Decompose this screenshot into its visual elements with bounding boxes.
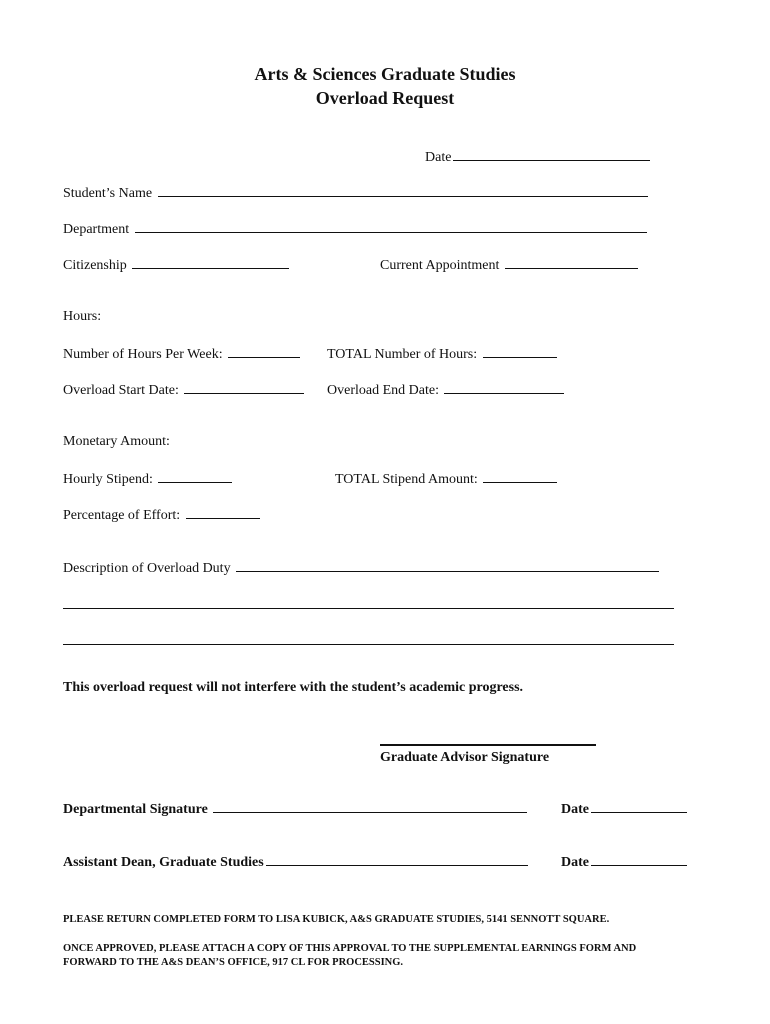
department-field	[63, 219, 647, 239]
departmental-signature-field	[63, 799, 527, 819]
percentage-effort-blank[interactable]	[186, 505, 260, 519]
total-stipend-field	[335, 469, 557, 489]
date-label: Date	[425, 150, 452, 165]
description-blank-3[interactable]	[63, 644, 674, 645]
description-blank-2[interactable]	[63, 608, 674, 609]
student-name-label: Student’s Name	[63, 186, 153, 201]
total-hours-blank[interactable]	[483, 344, 557, 358]
assistant-dean-date-label: Date	[561, 855, 589, 870]
academic-progress-statement: This overload request will not interfere with the student’s academic progress.	[63, 680, 524, 695]
advisor-signature-line[interactable]	[380, 744, 596, 746]
departmental-signature-blank[interactable]	[213, 799, 527, 813]
student-name-field	[63, 183, 648, 203]
hourly-stipend-field	[63, 469, 232, 489]
current-appointment-label: Current Appointment	[380, 258, 500, 273]
assistant-dean-label: Assistant Dean, Graduate Studies	[63, 855, 264, 870]
citizenship-blank[interactable]	[132, 255, 289, 269]
assistant-dean-date-blank[interactable]	[591, 852, 687, 866]
assistant-dean-date-field	[561, 852, 687, 872]
total-stipend-blank[interactable]	[483, 469, 557, 483]
student-name-blank[interactable]	[158, 183, 648, 197]
hourly-stipend-blank[interactable]	[158, 469, 232, 483]
description-label: Description of Overload Duty	[63, 561, 231, 576]
advisor-signature-label: Graduate Advisor Signature	[380, 750, 550, 765]
percentage-effort-label: Percentage of Effort:	[63, 508, 181, 523]
department-blank[interactable]	[135, 219, 647, 233]
total-stipend-label: TOTAL Stipend Amount:	[335, 472, 478, 487]
total-hours-label: TOTAL Number of Hours:	[327, 347, 478, 362]
description-blank-1[interactable]	[236, 558, 659, 572]
form-subtitle: Overload Request	[315, 88, 455, 108]
citizenship-field	[63, 255, 289, 275]
overload-end-label: Overload End Date:	[327, 383, 439, 398]
departmental-signature-label: Departmental Signature	[63, 802, 208, 817]
departmental-date-field	[561, 799, 687, 819]
hours-per-week-field	[63, 344, 300, 364]
overload-start-label: Overload Start Date:	[63, 383, 179, 398]
department-label: Department	[63, 222, 130, 237]
overload-end-field	[327, 380, 564, 400]
citizenship-label: Citizenship	[63, 258, 127, 273]
assistant-dean-signature-field	[63, 852, 528, 872]
date-field	[425, 147, 650, 167]
hours-heading: Hours:	[63, 309, 102, 324]
description-field	[63, 558, 659, 578]
form-title: Arts & Sciences Graduate Studies	[254, 64, 516, 84]
approval-note-line-1: ONCE APPROVED, PLEASE ATTACH A COPY OF THIS APPROVAL TO THE SUPPLEMENTAL EARNINGS FORM AND	[63, 943, 637, 954]
hours-per-week-blank[interactable]	[228, 344, 300, 358]
hours-per-week-label: Number of Hours Per Week:	[63, 347, 223, 362]
current-appointment-blank[interactable]	[505, 255, 638, 269]
overload-start-blank[interactable]	[184, 380, 304, 394]
approval-note-line-2: FORWARD TO THE A&S DEAN’S OFFICE, 917 CL FOR PROCESSING.	[63, 957, 404, 968]
current-appointment-field	[380, 255, 638, 275]
total-hours-field	[327, 344, 557, 364]
assistant-dean-blank[interactable]	[266, 852, 528, 866]
departmental-date-label: Date	[561, 802, 589, 817]
monetary-heading: Monetary Amount:	[63, 434, 170, 449]
percentage-effort-field	[63, 505, 260, 525]
hourly-stipend-label: Hourly Stipend:	[63, 472, 153, 487]
date-blank[interactable]	[453, 147, 650, 161]
departmental-date-blank[interactable]	[591, 799, 687, 813]
return-note: PLEASE RETURN COMPLETED FORM TO LISA KUBICK, A&S GRADUATE STUDIES, 5141 SENNOTT SQUARE.	[63, 914, 610, 925]
overload-end-blank[interactable]	[444, 380, 564, 394]
overload-start-field	[63, 380, 304, 400]
